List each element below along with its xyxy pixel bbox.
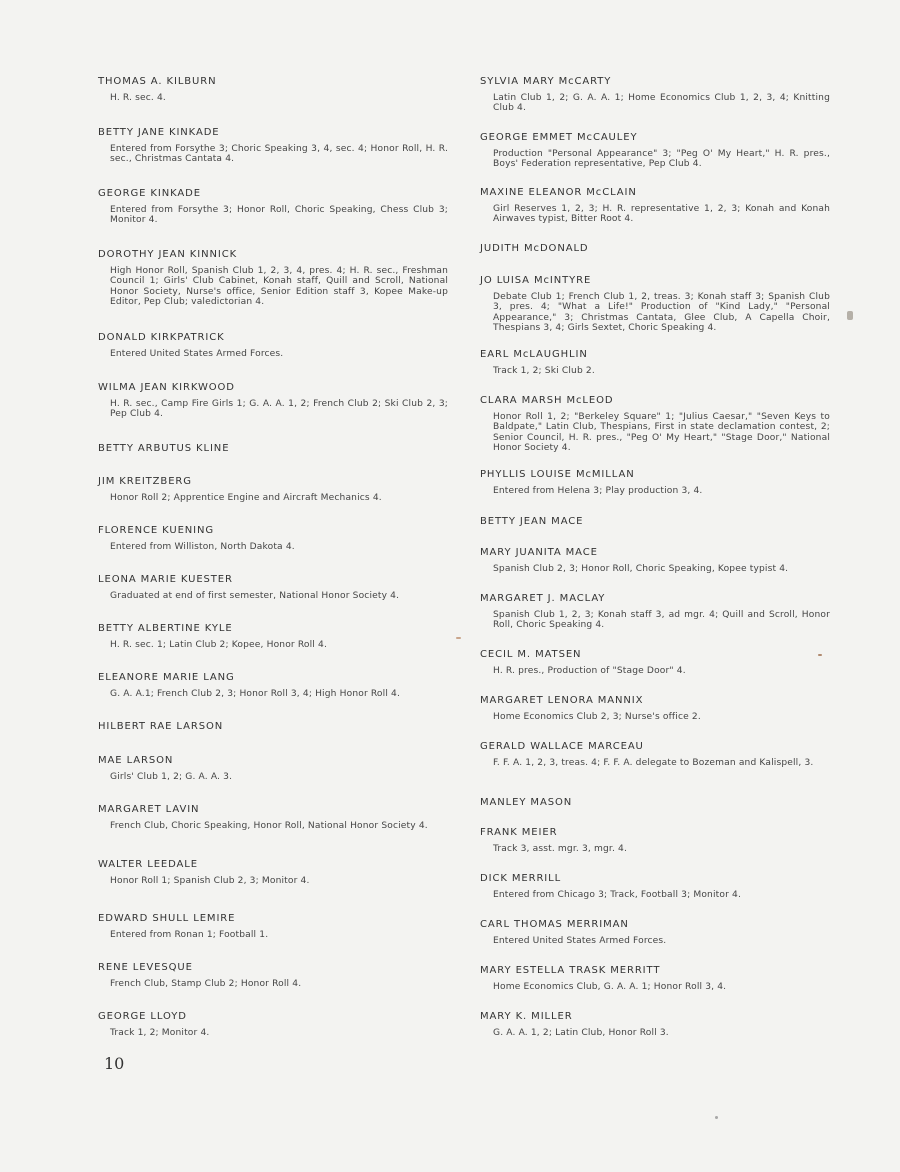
student-name: RENE LEVESQUE xyxy=(98,962,193,973)
student-activities: Spanish Club 2, 3; Honor Roll, Choric Speaking, Kopee typist 4. xyxy=(493,564,789,574)
student-activities: Girls' Club 1, 2; G. A. A. 3. xyxy=(110,772,233,782)
paper-speck xyxy=(456,637,461,639)
page-number: 10 xyxy=(104,1054,125,1073)
student-name: GEORGE LLOYD xyxy=(98,1011,187,1022)
student-name: EDWARD SHULL LEMIRE xyxy=(98,913,236,924)
student-name: DOROTHY JEAN KINNICK xyxy=(98,249,238,260)
student-name: SYLVIA MARY McCARTY xyxy=(480,76,612,87)
student-entry xyxy=(480,964,830,992)
student-entry xyxy=(480,546,830,574)
student-entry xyxy=(98,442,448,455)
student-name: THOMAS A. KILBURN xyxy=(98,76,217,87)
student-entry xyxy=(98,187,448,226)
student-activities: Girl Reserves 1, 2, 3; H. R. representative 1, 2, 3; Konah and Konah Airwaves typist, Bitter Root 4. xyxy=(493,204,830,225)
student-entry xyxy=(480,648,830,676)
student-activities: Entered United States Armed Forces. xyxy=(110,349,284,359)
student-name: JUDITH McDONALD xyxy=(480,243,589,254)
student-activities: High Honor Roll, Spanish Club 1, 2, 3, 4, pres. 4; H. R. sec., Freshman Council 1; Girls' Club Cabinet, Konah staff, Quill and Scroll, National Honor Society, Nurse's office, Senior Edition staff 3, Kopee Make-up Editor, Pep Club; valedictorian 4. xyxy=(110,266,448,308)
student-activities: Entered from Ronan 1; Football 1. xyxy=(110,930,269,940)
student-entry xyxy=(98,912,448,940)
student-entry xyxy=(98,1010,448,1038)
student-name: BETTY ARBUTUS KLINE xyxy=(98,443,230,454)
student-entry xyxy=(480,872,830,900)
student-entry xyxy=(480,796,830,809)
student-name: MAE LARSON xyxy=(98,755,174,766)
student-entry xyxy=(98,475,448,503)
student-activities: Latin Club 1, 2; G. A. A. 1; Home Economics Club 1, 2, 3, 4; Knitting Club 4. xyxy=(493,93,830,114)
student-activities: Debate Club 1; French Club 1, 2, treas. 3; Konah staff 3; Spanish Club 3, pres. 4; "What a Life!" Production of "Kind Lady," "Personal Appearance," 3; Christmas Cantata, Glee Club, A Capella Choir, Thespians 3, 4; Girls Sextet, Choric Speaking 4. xyxy=(493,292,830,334)
student-entry xyxy=(480,394,830,454)
student-name: HILBERT RAE LARSON xyxy=(98,721,224,732)
student-activities: Honor Roll 1, 2; "Berkeley Square" 1; "Julius Caesar," "Seven Keys to Baldpate," Latin Club, Thespians, First in state declamation contest, 2; Senior Council, H. R. pres., "Peg O' My Heart," "Stage Door," National Honor Society 4. xyxy=(493,412,830,454)
student-activities: Track 3, asst. mgr. 3, mgr. 4. xyxy=(493,844,628,854)
student-activities: Home Economics Club, G. A. A. 1; Honor Roll 3, 4. xyxy=(493,982,727,992)
student-entry xyxy=(98,248,448,308)
student-name: BETTY ALBERTINE KYLE xyxy=(98,623,233,634)
paper-speck xyxy=(715,1116,718,1119)
student-activities: H. R. sec. 1; Latin Club 2; Kopee, Honor Roll 4. xyxy=(110,640,327,650)
student-name: GEORGE KINKADE xyxy=(98,188,201,199)
student-entry xyxy=(98,671,448,699)
paper-speck xyxy=(818,654,822,656)
student-activities: G. A. A.1; French Club 2, 3; Honor Roll 3, 4; High Honor Roll 4. xyxy=(110,689,401,699)
student-name: CARL THOMAS MERRIMAN xyxy=(480,919,629,930)
student-entry xyxy=(98,622,448,650)
student-activities: Graduated at end of first semester, National Honor Society 4. xyxy=(110,591,400,601)
student-entry xyxy=(98,381,448,420)
student-entry xyxy=(480,515,830,528)
student-activities: Spanish Club 1, 2, 3; Konah staff 3, ad mgr. 4; Quill and Scroll, Honor Roll, Choric Speaking 4. xyxy=(493,610,830,631)
student-name: EARL McLAUGHLIN xyxy=(480,349,588,360)
student-activities: Home Economics Club 2, 3; Nurse's office 2. xyxy=(493,712,701,722)
student-name: PHYLLIS LOUISE McMILLAN xyxy=(480,469,635,480)
student-entry xyxy=(98,961,448,989)
student-entry xyxy=(98,75,448,103)
paper-speck xyxy=(847,311,853,320)
student-activities: Production "Personal Appearance" 3; "Peg O' My Heart," H. R. pres., Boys' Federation representative, Pep Club 4. xyxy=(493,149,830,170)
student-name: CECIL M. MATSEN xyxy=(480,649,582,660)
student-entry xyxy=(98,573,448,601)
student-name: MANLEY MASON xyxy=(480,797,573,808)
student-entry xyxy=(480,348,830,376)
student-name: GEORGE EMMET McCAULEY xyxy=(480,132,638,143)
student-activities: French Club, Choric Speaking, Honor Roll, National Honor Society 4. xyxy=(110,821,428,831)
student-entry xyxy=(98,754,448,782)
student-entry xyxy=(480,274,830,334)
student-activities: Track 1, 2; Ski Club 2. xyxy=(493,366,595,376)
student-activities: Entered from Williston, North Dakota 4. xyxy=(110,542,295,552)
student-name: MARY ESTELLA TRASK MERRITT xyxy=(480,965,661,976)
student-name: MARGARET J. MACLAY xyxy=(480,593,606,604)
student-activities: Entered from Forsythe 3; Honor Roll, Choric Speaking, Chess Club 3; Monitor 4. xyxy=(110,205,448,226)
student-entry xyxy=(98,858,448,886)
student-entry xyxy=(480,592,830,631)
student-name: ELEANORE MARIE LANG xyxy=(98,672,235,683)
student-activities: Track 1, 2; Monitor 4. xyxy=(110,1028,210,1038)
student-entry xyxy=(480,75,830,114)
student-name: JO LUISA McINTYRE xyxy=(480,275,592,286)
student-name: BETTY JANE KINKADE xyxy=(98,127,220,138)
student-entry xyxy=(98,126,448,165)
student-activities: H. R. sec., Camp Fire Girls 1; G. A. A. 1, 2; French Club 2; Ski Club 2, 3; Pep Club 4. xyxy=(110,399,448,420)
student-entry xyxy=(480,131,830,170)
student-activities: Entered from Forsythe 3; Choric Speaking 3, 4, sec. 4; Honor Roll, H. R. sec., Christmas Cantata 4. xyxy=(110,144,448,165)
student-entry xyxy=(98,524,448,552)
student-name: GERALD WALLACE MARCEAU xyxy=(480,741,644,752)
student-name: LEONA MARIE KUESTER xyxy=(98,574,233,585)
student-name: MARY JUANITA MACE xyxy=(480,547,598,558)
student-entry xyxy=(480,242,830,255)
student-name: WILMA JEAN KIRKWOOD xyxy=(98,382,235,393)
student-name: DONALD KIRKPATRICK xyxy=(98,332,225,343)
student-name: DICK MERRILL xyxy=(480,873,562,884)
student-name: JIM KREITZBERG xyxy=(98,476,192,487)
student-entry xyxy=(98,331,448,359)
student-entry xyxy=(480,740,830,768)
student-name: FLORENCE KUENING xyxy=(98,525,215,536)
student-activities: F. F. A. 1, 2, 3, treas. 4; F. F. A. delegate to Bozeman and Kalispell, 3. xyxy=(493,758,814,768)
student-activities: Entered from Helena 3; Play production 3, 4. xyxy=(493,486,703,496)
student-entry xyxy=(480,1010,830,1038)
student-name: MARGARET LENORA MANNIX xyxy=(480,695,644,706)
student-entry xyxy=(98,803,448,831)
student-entry xyxy=(480,826,830,854)
student-name: MARY K. MILLER xyxy=(480,1011,573,1022)
student-activities: French Club, Stamp Club 2; Honor Roll 4. xyxy=(110,979,302,989)
student-name: MAXINE ELEANOR McCLAIN xyxy=(480,187,637,198)
student-activities: H. R. pres., Production of "Stage Door" 4. xyxy=(493,666,686,676)
student-name: MARGARET LAVIN xyxy=(98,804,200,815)
student-activities: Honor Roll 2; Apprentice Engine and Aircraft Mechanics 4. xyxy=(110,493,382,503)
student-name: BETTY JEAN MACE xyxy=(480,516,584,527)
student-entry xyxy=(98,720,448,733)
student-activities: Entered from Chicago 3; Track, Football 3; Monitor 4. xyxy=(493,890,741,900)
student-name: FRANK MEIER xyxy=(480,827,558,838)
student-activities: Honor Roll 1; Spanish Club 2, 3; Monitor 4. xyxy=(110,876,310,886)
student-activities: G. A. A. 1, 2; Latin Club, Honor Roll 3. xyxy=(493,1028,669,1038)
student-entry xyxy=(480,468,830,496)
student-activities: H. R. sec. 4. xyxy=(110,93,166,103)
student-activities: Entered United States Armed Forces. xyxy=(493,936,667,946)
student-entry xyxy=(480,694,830,722)
student-entry xyxy=(480,186,830,225)
student-name: WALTER LEEDALE xyxy=(98,859,198,870)
student-entry xyxy=(480,918,830,946)
student-name: CLARA MARSH McLEOD xyxy=(480,395,614,406)
